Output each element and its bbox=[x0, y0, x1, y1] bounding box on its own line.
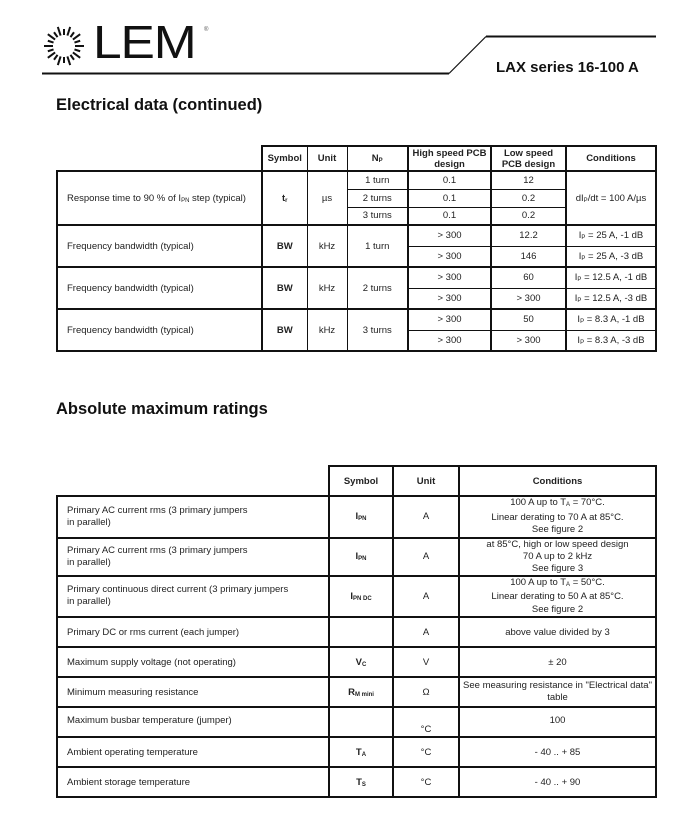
cond-sub: P bbox=[580, 319, 585, 326]
symbol-text: T bbox=[355, 746, 362, 758]
desc-line: Primary continuous direct current (3 primary jumpers bbox=[67, 584, 289, 596]
symbol-sub: PN DC bbox=[352, 595, 372, 602]
symbol-sub: r bbox=[285, 197, 288, 204]
cond-line: Linear derating to 50 A at 85°C. bbox=[491, 591, 624, 602]
cond-text: /dt = 100 A/µs bbox=[587, 192, 647, 204]
cond-text: 100 A up to T bbox=[510, 576, 567, 588]
cond-text: I bbox=[577, 334, 581, 346]
cond-text: = 12.5 A, -1 dB bbox=[581, 272, 648, 284]
electrical-data-heading: Electrical data (continued) bbox=[56, 96, 263, 114]
desc-line: in parallel) bbox=[67, 556, 111, 568]
row-symbol bbox=[329, 707, 393, 737]
symbol-text: I bbox=[350, 590, 353, 602]
cond-text: I bbox=[574, 292, 578, 304]
row-symbol bbox=[329, 767, 393, 797]
table-row bbox=[57, 767, 656, 797]
table-row bbox=[57, 267, 656, 288]
row-unit: A bbox=[393, 538, 459, 576]
registered-mark: ® bbox=[204, 27, 209, 33]
row-symbol bbox=[329, 538, 393, 576]
table-row bbox=[57, 737, 656, 767]
desc-sub: PN bbox=[181, 197, 190, 204]
col-symbol: Symbol bbox=[329, 466, 393, 496]
cond-text: 100 A up to T bbox=[510, 497, 567, 508]
desc-line: Primary AC current rms (3 primary jumpers bbox=[67, 544, 248, 556]
blank-header-cell bbox=[57, 466, 329, 496]
col-unit: Unit bbox=[307, 146, 347, 171]
symbol-sub: C bbox=[362, 661, 367, 668]
symbol-text: t bbox=[281, 192, 286, 204]
brand-name: LEM bbox=[93, 16, 196, 68]
col-low-speed: Low speed PCB design bbox=[491, 146, 566, 171]
table-row bbox=[57, 309, 656, 330]
row-symbol bbox=[329, 737, 393, 767]
row-description: Frequency bandwidth (typical) bbox=[57, 225, 262, 267]
row-symbol bbox=[329, 576, 393, 618]
table-row bbox=[57, 647, 656, 677]
table-row bbox=[57, 576, 656, 618]
row-description bbox=[57, 496, 329, 538]
cond-text: = 70°C. bbox=[570, 497, 605, 508]
symbol-text: V bbox=[355, 656, 362, 668]
row-symbol bbox=[329, 617, 393, 647]
cond-text: = 50°C. bbox=[570, 576, 605, 588]
row-unit: °C bbox=[393, 737, 459, 767]
low-speed-value: > 300 bbox=[491, 330, 566, 351]
condition-value bbox=[459, 538, 656, 576]
cond-text: I bbox=[577, 314, 581, 326]
row-description bbox=[57, 171, 262, 225]
cond-sub: P bbox=[581, 255, 586, 262]
condition-value: ± 20 bbox=[459, 647, 656, 677]
cond-line: See measuring resistance in "Electrical data" bbox=[463, 680, 652, 691]
row-symbol bbox=[329, 677, 393, 707]
low-speed-value: 12.2 bbox=[491, 225, 566, 246]
symbol-text: R bbox=[348, 686, 355, 698]
cond-line: 70 A up to 2 kHz bbox=[522, 550, 593, 562]
condition-value bbox=[459, 677, 656, 707]
symbol-text: I bbox=[355, 511, 359, 523]
row-unit: °C bbox=[393, 767, 459, 797]
np-value: 3 turns bbox=[347, 207, 408, 225]
cond-line: See figure 3 bbox=[531, 562, 584, 574]
condition-value bbox=[566, 288, 656, 309]
row-unit: kHz bbox=[307, 267, 347, 309]
cond-line: See figure 2 bbox=[531, 524, 584, 535]
cond-line: at 85°C, high or low speed design bbox=[486, 538, 629, 550]
high-speed-value: 0.1 bbox=[408, 207, 491, 225]
high-speed-value: 0.1 bbox=[408, 171, 491, 189]
high-speed-value: > 300 bbox=[408, 309, 491, 330]
high-speed-value: > 300 bbox=[408, 288, 491, 309]
condition-value bbox=[566, 267, 656, 288]
col-conditions: Conditions bbox=[566, 146, 656, 171]
row-unit: µs bbox=[307, 171, 347, 225]
row-unit: kHz bbox=[307, 225, 347, 267]
table-row bbox=[57, 496, 656, 538]
condition-value bbox=[566, 246, 656, 267]
col-np bbox=[347, 146, 408, 171]
np-label: N bbox=[371, 153, 379, 164]
cond-line: Linear derating to 70 A at 85°C. bbox=[491, 511, 624, 523]
condition-value: 100 bbox=[459, 707, 656, 737]
blank-header-cell bbox=[57, 146, 262, 171]
symbol-sub: PN bbox=[358, 556, 367, 562]
col-high-speed: High speed PCB design bbox=[408, 146, 491, 171]
cond-sub: P bbox=[580, 339, 585, 346]
cond-text: = 12.5 A, -3 dB bbox=[581, 292, 648, 304]
symbol-text: I bbox=[355, 551, 359, 562]
row-symbol: BW bbox=[262, 267, 307, 309]
row-symbol bbox=[262, 171, 307, 225]
symbol-sub: PN bbox=[358, 516, 367, 523]
cond-sub: A bbox=[566, 581, 571, 588]
cond-sub: P bbox=[577, 277, 582, 284]
desc-text: Response time to 90 % of I bbox=[67, 192, 182, 204]
col-conditions: Conditions bbox=[459, 466, 656, 496]
row-description: Ambient operating temperature bbox=[57, 737, 329, 767]
cond-text: I bbox=[574, 272, 578, 284]
high-speed-value: > 300 bbox=[408, 330, 491, 351]
condition-value bbox=[566, 225, 656, 246]
desc-line: Primary AC current rms (3 primary jumpers bbox=[67, 504, 248, 516]
desc-text: step (typical) bbox=[189, 192, 246, 204]
table-row bbox=[57, 677, 656, 707]
row-unit: A bbox=[393, 617, 459, 647]
condition-value bbox=[459, 496, 656, 538]
high-speed-value: > 300 bbox=[408, 267, 491, 288]
cond-sub: A bbox=[566, 502, 571, 508]
row-unit: A bbox=[393, 576, 459, 618]
row-unit: A bbox=[393, 496, 459, 538]
low-speed-value: 0.2 bbox=[491, 189, 566, 207]
table-row bbox=[57, 225, 656, 246]
cond-sub: P bbox=[581, 235, 586, 242]
row-symbol: BW bbox=[262, 309, 307, 351]
row-description: Frequency bandwidth (typical) bbox=[57, 309, 262, 351]
desc-line: in parallel) bbox=[67, 516, 111, 528]
np-value: 1 turn bbox=[347, 225, 408, 267]
low-speed-value: 60 bbox=[491, 267, 566, 288]
condition-value bbox=[566, 171, 656, 225]
condition-value bbox=[566, 330, 656, 351]
row-unit: V bbox=[393, 647, 459, 677]
high-speed-value: > 300 bbox=[408, 225, 491, 246]
symbol-text: T bbox=[356, 776, 362, 788]
low-speed-value: 50 bbox=[491, 309, 566, 330]
condition-value: - 40 .. + 85 bbox=[459, 737, 656, 767]
cond-text: I bbox=[578, 250, 582, 262]
table-row bbox=[57, 171, 656, 189]
condition-value bbox=[459, 576, 656, 618]
row-symbol bbox=[329, 647, 393, 677]
row-symbol bbox=[329, 496, 393, 538]
condition-value: - 40 .. + 90 bbox=[459, 767, 656, 797]
row-description: Maximum busbar temperature (jumper) bbox=[57, 707, 329, 737]
absolute-max-heading: Absolute maximum ratings bbox=[56, 400, 268, 418]
low-speed-value: 0.2 bbox=[491, 207, 566, 225]
row-description: Primary DC or rms current (each jumper) bbox=[57, 617, 329, 647]
product-series-title: LAX series 16-100 A bbox=[496, 59, 639, 76]
row-unit: °C bbox=[393, 707, 459, 737]
electrical-data-table bbox=[56, 145, 657, 352]
np-value: 2 turns bbox=[347, 267, 408, 309]
desc-line: in parallel) bbox=[67, 596, 111, 608]
condition-value: above value divided by 3 bbox=[459, 617, 656, 647]
row-description bbox=[57, 576, 329, 618]
np-value: 1 turn bbox=[347, 171, 408, 189]
absolute-max-table bbox=[56, 465, 657, 798]
row-description: Frequency bandwidth (typical) bbox=[57, 267, 262, 309]
symbol-sub: M mini bbox=[354, 691, 374, 698]
low-speed-value: > 300 bbox=[491, 288, 566, 309]
table-row bbox=[57, 617, 656, 647]
condition-value bbox=[566, 309, 656, 330]
cond-sub: P bbox=[583, 197, 588, 204]
cond-text: = 25 A, -3 dB bbox=[585, 250, 644, 262]
row-unit: Ω bbox=[393, 677, 459, 707]
row-symbol: BW bbox=[262, 225, 307, 267]
symbol-sub: S bbox=[361, 781, 366, 788]
cond-text: dI bbox=[575, 192, 584, 204]
row-description: Minimum measuring resistance bbox=[57, 677, 329, 707]
row-description: Ambient storage temperature bbox=[57, 767, 329, 797]
row-unit: kHz bbox=[307, 309, 347, 351]
symbol-sub: A bbox=[361, 751, 367, 758]
cond-text: = 8.3 A, -3 dB bbox=[584, 334, 645, 346]
col-unit: Unit bbox=[393, 466, 459, 496]
table-row bbox=[57, 707, 656, 737]
low-speed-value: 12 bbox=[491, 171, 566, 189]
row-description: Maximum supply voltage (not operating) bbox=[57, 647, 329, 677]
cond-line: table bbox=[547, 692, 568, 703]
table-row bbox=[57, 538, 656, 576]
cond-sub: P bbox=[577, 297, 582, 304]
col-symbol: Symbol bbox=[262, 146, 307, 171]
np-value: 2 turns bbox=[347, 189, 408, 207]
cond-text: = 25 A, -1 dB bbox=[585, 230, 644, 242]
np-value: 3 turns bbox=[347, 309, 408, 351]
high-speed-value: > 300 bbox=[408, 246, 491, 267]
cond-text: I bbox=[578, 230, 582, 242]
high-speed-value: 0.1 bbox=[408, 189, 491, 207]
cond-text: = 8.3 A, -1 dB bbox=[584, 314, 645, 326]
np-sub: P bbox=[378, 158, 383, 164]
row-description bbox=[57, 538, 329, 576]
cond-line: See figure 2 bbox=[531, 603, 584, 615]
low-speed-value: 146 bbox=[491, 246, 566, 267]
